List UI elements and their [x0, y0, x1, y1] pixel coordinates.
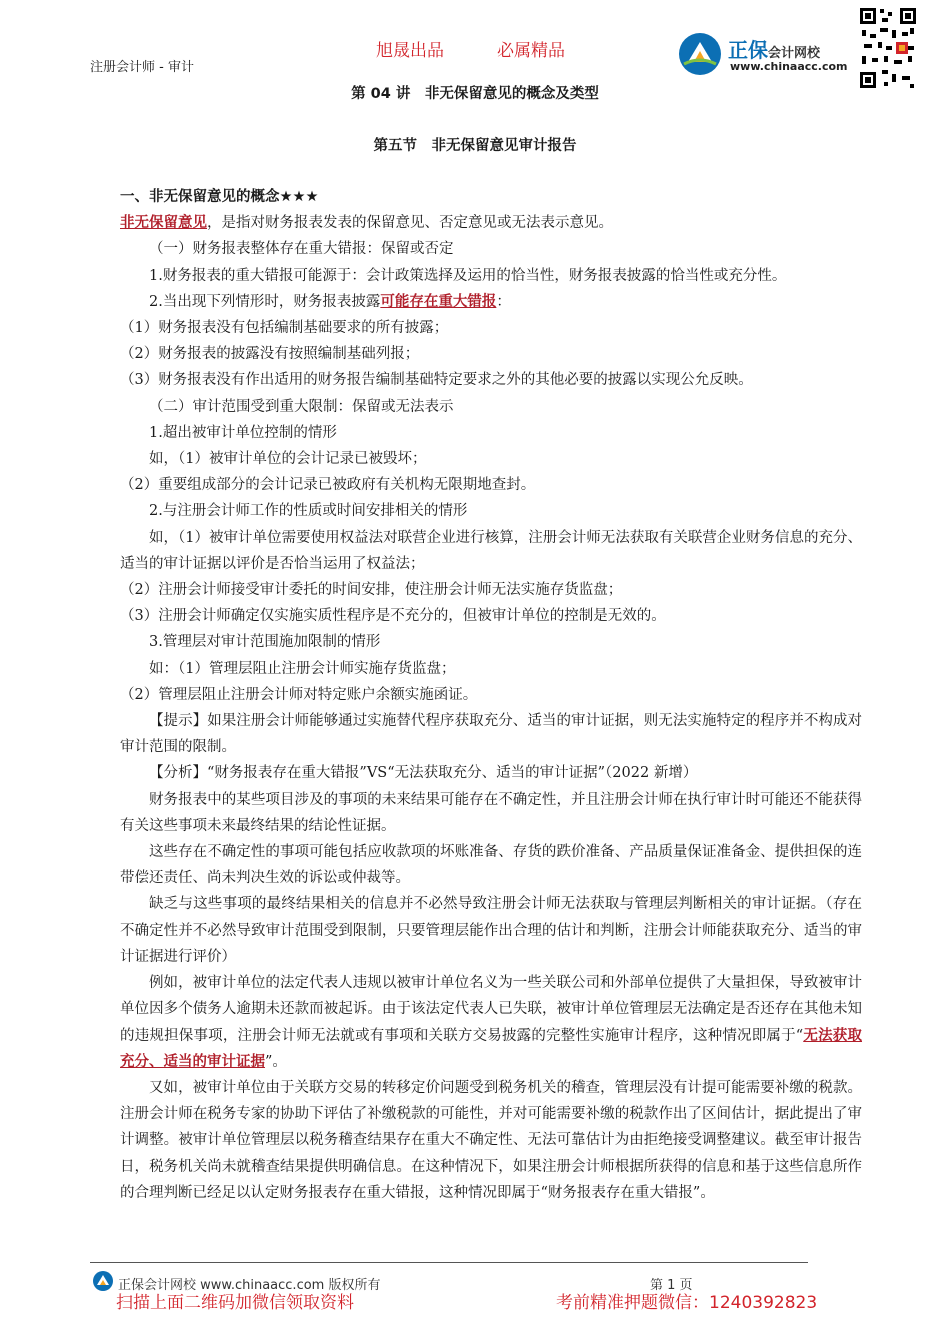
footer-promo-left: 扫描上面二维码加微信领取资料 [116, 1293, 354, 1313]
item-1: 1.财务报表的重大错报可能源于：会计政策选择及运用的恰当性，财务报表披露的恰当性或充分性。 [149, 267, 787, 284]
definition [120, 210, 862, 236]
paragraph-3: 缺乏与这些事项的最终结果相关的信息并不必然导致注册会计师无法获取与管理层判断相关的审计证据。（存在不确定性并不必然导致审计范围受到限制，只要管理层能作出合理的估计和判断，注册会计师能获取充分、适当的审计证据进行评价） [120, 896, 862, 965]
item-2-b: （2）财务报表的披露没有按照编制基础列报； [120, 346, 420, 363]
scope-1-a: 如，（1）被审计单位的会计记录已被毁坏； [149, 451, 427, 468]
course-label: 注册会计师 - 审计 [90, 60, 194, 75]
chinaacc-logo [678, 30, 858, 80]
heading-concept: 一、非无保留意见的概念★★★ [120, 189, 319, 205]
definition-text: ，是指对财务报表发表的保留意见、否定意见或无法表示意见。 [207, 215, 613, 232]
lecture-title: 第 04 讲 非无保留意见的概念及类型 [351, 86, 599, 102]
logo-name: 正保 [728, 38, 768, 62]
subheading-material-misstatement: （一）财务报表整体存在重大错报：保留或否定 [149, 241, 454, 258]
logo-url: www.chinaacc.com [730, 60, 848, 73]
item-2-a: （1）财务报表没有包括编制基础要求的所有披露； [120, 320, 449, 337]
paragraph-1: 财务报表中的某些项目涉及的事项的未来结果可能存在不确定性，并且注册会计师在执行审计时可能还不能获得有关这些事项未来最终结果的结论性证据。 [120, 791, 862, 834]
paragraph-4-highlight: 无法获取充分、适当的审计证据 [120, 1027, 863, 1070]
item-2-post: ： [496, 293, 511, 310]
paragraph-5: 又如，被审计单位由于关联方交易的转移定价问题受到税务机关的稽查，管理层没有计提可能需要补缴的税款。注册会计师在税务专家的协助下评估了补缴税款的可能性，并对可能需要补缴的税款作出了区间估计，据此提出了审计调整。被审计单位管理层以税务稽查结果存在重大不确定性、无法可靠估计为由拒绝接受调整建议。截至审计报告日，税务机关尚未就稽查结果提供明确信息。在这种情况下，如果注册会计师根据所获得的信息和基于这些信息所作的合理判断已经足以认定财务报表存在重大错报，这种情况即属于“财务报表存在重大错报”。 [120, 1079, 862, 1201]
scope-3-b: （2）管理层阻止注册会计师对特定账户余额实施函证。 [120, 686, 478, 703]
paragraph-4-end: ”。 [265, 1053, 287, 1070]
tip: 【提示】如果注册会计师能够通过实施替代程序获取充分、适当的审计证据，则无法实施特定的程序并不构成对审计范围的限制。 [120, 713, 862, 756]
scope-2: 2.与注册会计师工作的性质或时间安排相关的情形 [149, 503, 468, 520]
slogan-right: 必属精品 [497, 41, 565, 61]
subheading-scope-limitation: （二）审计范围受到重大限制：保留或无法表示 [149, 398, 454, 415]
scope-3-a: 如：（1）管理层阻止注册会计师实施存货监盘； [149, 660, 456, 677]
scope-2-b: （2）注册会计师接受审计委托的时间安排，使注册会计师无法实施存货监盘； [120, 582, 623, 599]
footer-logo-icon [92, 1270, 114, 1292]
scope-2-a: 如，（1）被审计单位需要使用权益法对联营企业进行核算，注册会计师无法获取有关联营企业财务信息的充分、适当的审计证据以评价是否恰当运用了权益法； [120, 529, 862, 572]
scope-1: 1.超出被审计单位控制的情形 [149, 424, 337, 441]
document-body [120, 184, 862, 1206]
item-2 [120, 289, 862, 315]
paragraph-4 [120, 970, 862, 1075]
item-2-pre: 2.当出现下列情形时，财务报表披露 [149, 293, 381, 310]
item-2-highlight: 可能存在重大错报 [380, 293, 497, 310]
footer-page-number: 第 1 页 [650, 1278, 693, 1293]
slogan-left: 旭晟出品 [376, 41, 444, 61]
analysis-heading: 【分析】“财务报表存在重大错报”VS“无法获取充分、适当的审计证据”（2022 新增） [149, 765, 698, 782]
scope-1-b: （2）重要组成部分的会计记录已被政府有关机构无限期地查封。 [120, 477, 536, 494]
item-2-c: （3）财务报表没有作出适用的财务报告编制基础特定要求之外的其他必要的披露以实现公允反映。 [120, 372, 753, 389]
scope-3: 3.管理层对审计范围施加限制的情形 [149, 634, 381, 651]
footer-divider [90, 1262, 808, 1263]
logo-sub: 会计网校 [768, 46, 821, 61]
paragraph-4-text: 例如，被审计单位的法定代表人违规以被审计单位名义为一些关联公司和外部单位提供了大量担保，导致被审计单位因多个债务人逾期未还款而被起诉。由于该法定代表人已失联，被审计单位管理层无法确定是否还存在其他未知的违规担保事项，注册会计师无法就或有事项和关联方交易披露的完整性实施审计程序，这种情况即属于“ [120, 975, 862, 1044]
definition-term: 非无保留意见 [120, 215, 207, 232]
footer-copyright: 正保会计网校 www.chinaacc.com 版权所有 [118, 1278, 381, 1293]
paragraph-2: 这些存在不确定性的事项可能包括应收款项的坏账准备、存货的跌价准备、产品质量保证准备金、提供担保的连带偿还责任、尚未判决生效的诉讼或仲裁等。 [120, 844, 862, 887]
section-title: 第五节 非无保留意见审计报告 [373, 138, 577, 154]
qr-code-icon [858, 6, 918, 90]
logo-mark-icon [678, 32, 722, 76]
footer-promo-right: 考前精准押题微信：1240392823 [556, 1293, 818, 1313]
scope-2-c: （3）注册会计师确定仅实施实质性程序是不充分的，但被审计单位的控制是无效的。 [120, 608, 666, 625]
